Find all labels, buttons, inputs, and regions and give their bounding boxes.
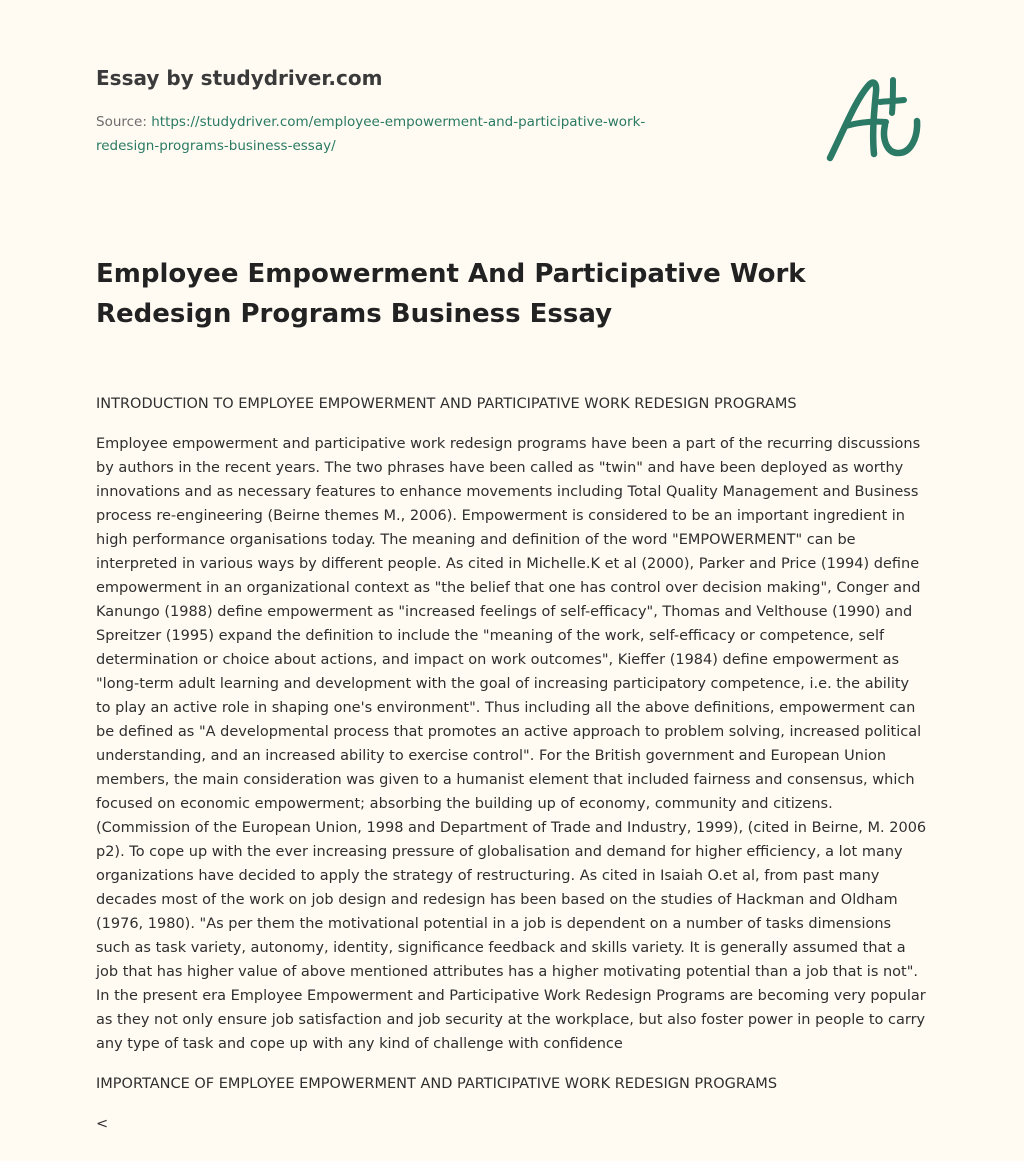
source-url-line-2: redesign-programs-business-essay/ [96,138,336,154]
previous-page-marker[interactable]: < [96,1116,109,1132]
essay-content [96,392,928,1136]
a-plus-logo [822,70,926,166]
essay-title-line-2: Redesign Programs Business Essay [96,299,613,329]
source-line [96,110,736,158]
essay-title-line-1: Employee Empowerment And Participative Work [96,259,806,289]
introduction-paragraph: Employee empowerment and participative work redesign programs have been a part of the recurring discussions by authors in the recent years. The two phrases have been called as "twin" and have been deployed as worthy innovations and as necessary features to enhance movements including Total Quality Management and Business process re-engineering (Beirne themes M., 2006). Empowerment is considered to be an important ingredient in high performance organisations today. The meaning and definition of the word "EMPOWERMENT" can be interpreted in various ways by different people. As cited in Michelle.K et al (2000), Parker and Price (1994) define empowerment in an organizational context as "the belief that one has control over decision making", Conger and Kanungo (1988) define empowerment as "increased feelings of self-efficacy", Thomas and Velthouse (1990) and Spreitzer (1995) expand the definition to include the "meaning of the work, self-efficacy or competence, self determination or choice about actions, and impact on work outcomes", Kieffer (1984) define empowerment as "long-term adult learning and development with the goal of increasing participatory competence, i.e. the ability to play an active role in shaping one's environment". Thus including all the above definitions, empowerment can be defined as "A developmental process that promotes an active approach to problem solving, increased political understanding, and an increased ability to exercise control". For the British government and European Union members, the main consideration was given to a humanist element that included fairness and consensus, which focused on economic empowerment; absorbing the building up of economy, community and citizens. (Commission of the European Union, 1998 and Department of Trade and Industry, 1999), (cited in Beirne, M. 2006 p2). To cope up with the ever increasing pressure of globalisation and demand for higher efficiency, a lot many organizations have decided to apply the strategy of restructuring. As cited in Isaiah O.et al, from past many decades most of the work on job design and redesign has been based on the studies of Hackman and Oldham (1976, 1980). "As per them the motivational potential in a job is dependent on a number of tasks dimensions such as task variety, autonomy, identity, significance feedback and skills variety. It is generally assumed that a job that has higher value of above mentioned attributes has a higher motivating potential than a job that is not". In the present era Employee Empowerment and Participative Work Redesign Programs are becoming very popular as they not only ensure job satisfaction and job security at the workplace, but also foster power in people to carry any type of task and cope up with any kind of challenge with confidence [96,436,927,1052]
section-heading-importance: IMPORTANCE OF EMPLOYEE EMPOWERMENT AND PARTICIPATIVE WORK REDESIGN PROGRAMS [96,1076,778,1092]
essay-title [96,254,926,334]
site-header [96,64,928,174]
source-label: Source: [96,114,147,130]
source-link[interactable] [96,114,645,154]
essay-page [96,0,928,1161]
source-url-line-1: https://studydriver.com/employee-empowerment-and-participative-work- [151,114,646,130]
section-heading-introduction: INTRODUCTION TO EMPLOYEE EMPOWERMENT AND PARTICIPATIVE WORK REDESIGN PROGRAMS [96,396,797,412]
site-brand: Essay by studydriver.com [96,66,383,90]
